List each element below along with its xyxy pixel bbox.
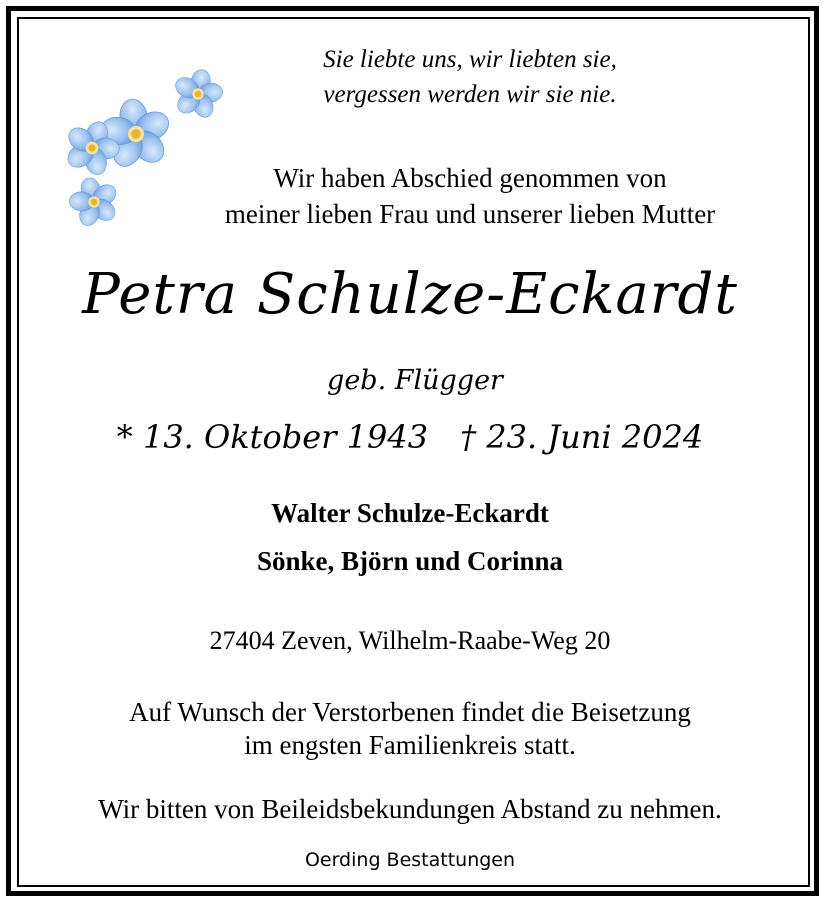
deceased-name: Petra Schulze-Eckardt bbox=[82, 262, 738, 327]
motto-verse bbox=[280, 42, 660, 112]
motto-line-2: vergessen werden wir sie nie. bbox=[323, 81, 617, 108]
burial-notice bbox=[50, 696, 770, 762]
farewell-line-2: meiner lieben Frau und unserer lieben Mutter bbox=[224, 199, 716, 229]
death-date: † 23. Juni 2024 bbox=[460, 418, 704, 456]
motto-line-1: Sie liebte uns, wir liebten sie, bbox=[323, 46, 617, 73]
farewell-text bbox=[170, 160, 770, 232]
notice-line-1: Auf Wunsch der Verstorbenen findet die Beisetzung bbox=[129, 697, 691, 727]
mourner-spouse: Walter Schulze-Eckardt bbox=[271, 498, 549, 528]
family-address: 27404 Zeven, Wilhelm-Raabe-Weg 20 bbox=[209, 626, 611, 655]
mourner-children: Sönke, Björn und Corinna bbox=[256, 546, 564, 576]
farewell-line-1: Wir haben Abschied genommen von bbox=[273, 163, 667, 193]
funeral-home: Oerding Bestattungen bbox=[304, 849, 516, 871]
birth-date: * 13. Oktober 1943 bbox=[116, 418, 429, 456]
life-dates bbox=[100, 418, 720, 456]
birth-name: geb. Flügger bbox=[327, 365, 503, 396]
condolence-request: Wir bitten von Beileidsbekundungen Abstand zu nehmen. bbox=[98, 794, 722, 824]
notice-line-2: im engsten Familienkreis statt. bbox=[244, 730, 576, 760]
